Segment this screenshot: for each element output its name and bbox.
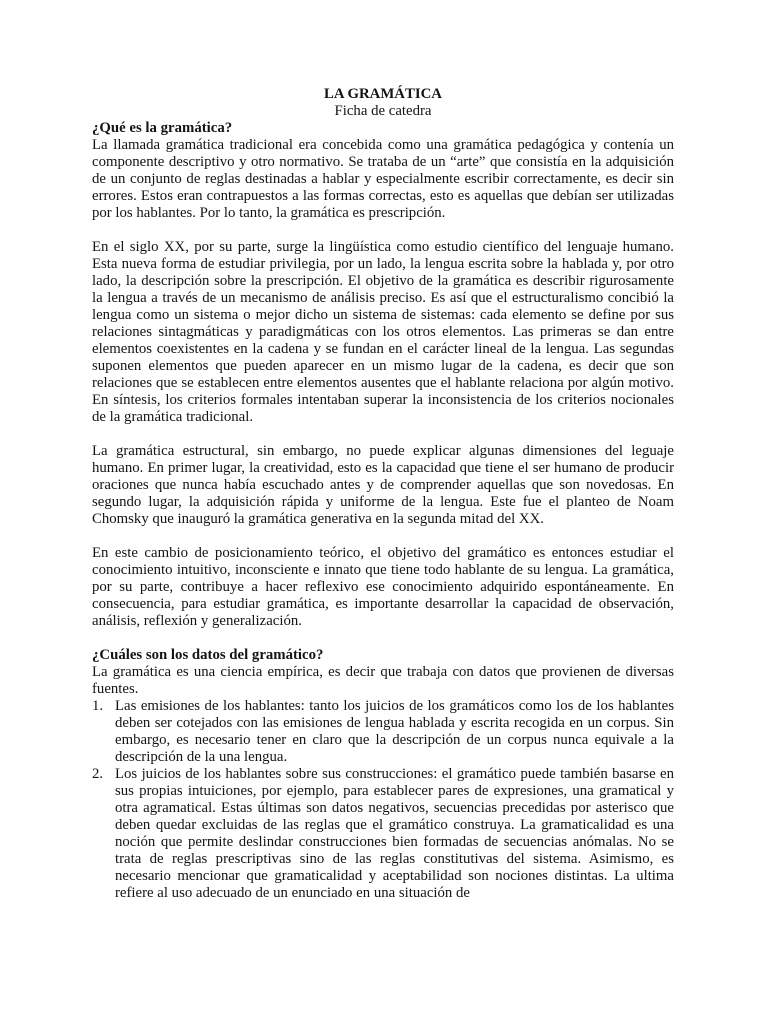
section-heading-datos: ¿Cuáles son los datos del gramático? [92, 647, 324, 663]
paragraph-gap [92, 528, 674, 545]
paragraph-gap [92, 426, 674, 443]
paragraph-gap [92, 222, 674, 239]
list-item [92, 766, 674, 902]
list-item [92, 698, 674, 766]
list-item-text: Las emisiones de los hablantes: tanto los juicios de los gramáticos como los de los hablantes deben ser cotejados con las emisiones de lengua hablada y escrita recogida en un corpus. Sin embargo, es necesario tener en claro que la descripción de un corpus nunca equivale a la descripción de la una lengua. [115, 698, 674, 765]
section-heading-que-es: ¿Qué es la gramática? [92, 120, 233, 136]
document-page [92, 86, 674, 902]
paragraph-gap [92, 630, 674, 647]
paragraph: La gramática estructural, sin embargo, no puede explicar algunas dimensiones del leguaje humano. En primer lugar, la creatividad, esto es la capacidad que tiene el ser humano de producir oraciones que nunca había escuchado antes y de comprender aquellas que son novedosas. En segundo lugar, la adquisición rápida y uniforme de la lengua. Este fue el planteo de Noam Chomsky que inauguró la gramática generativa en la segunda mitad del XX. [92, 443, 674, 527]
paragraph: En este cambio de posicionamiento teórico, el objetivo del gramático es entonces estudiar el conocimiento intuitivo, inconsciente e innato que tiene todo hablante de su lengua. La gramática, por su parte, contribuye a hacer reflexivo ese conocimiento adquirido espontáneamente. En consecuencia, para estudiar gramática, es importante desarrollar la capacidad de observación, análisis, reflexión y generalización. [92, 545, 674, 629]
list-number: 2. [92, 766, 104, 782]
paragraph: En el siglo XX, por su parte, surge la lingüística como estudio científico del lenguaje humano. Esta nueva forma de estudiar privilegia, por un lado, la lengua escrita sobre la hablada y, por otro lado, la descripción sobre la prescripción. El objetivo de la gramática es describir rigurosamente la lengua a través de un mecanismo de análisis preciso. Es así que el estructuralismo concibió la lengua como un sistema o mejor dicho un sistema de sistemas: cada elemento se define por sus relaciones sintagmáticas y paradigmáticas con los otros elementos. Las primeras se dan entre elementos coexistentes en la cadena y se fundan en el carácter lineal de la lengua. Las segundas suponen elementos que pueden aparecer en un mismo lugar de la cadena, es decir que son relaciones que se establecen entre elementos ausentes que el hablante relaciona por algún motivo. En síntesis, los criterios formales intentaban superar la inconsistencia de los criterios nocionales de la gramática tradicional. [92, 239, 674, 425]
paragraph: La gramática es una ciencia empírica, es decir que trabaja con datos que provienen de diversas fuentes. [92, 664, 674, 697]
paragraph: La llamada gramática tradicional era concebida como una gramática pedagógica y contenía un componente descriptivo y otro normativo. Se trataba de un “arte” que consistía en la adquisición de un conjunto de reglas destinadas a hablar y especialmente escribir correctamente, es decir sin errores. Estos eran contrapuestos a las formas correctas, esto es aquellas que debían ser utilizadas por los hablantes. Por lo tanto, la gramática es prescripción. [92, 137, 674, 221]
list-number: 1. [92, 698, 104, 714]
document-title: LA GRAMÁTICA [324, 86, 442, 102]
list-item-text: Los juicios de los hablantes sobre sus construcciones: el gramático puede también basarse en sus propias intuiciones, por ejemplo, para establecer pares de expresiones, una gramatical y otra agramatical. Estas últimas son datos negativos, secuencias precedidas por asterisco que deben quedar excluidas de las reglas que el gramático construya. La gramaticalidad es una noción que permite deslindar construcciones bien formadas de secuencias anómalas. No se trata de reglas prescriptivas sino de las reglas constitutivas del sistema. Asimismo, es necesario mencionar que gramaticalidad y aceptabilidad son nociones distintas. La ultima refiere al uso adecuado de un enunciado en una situación de [115, 766, 674, 901]
numbered-list [92, 698, 674, 902]
document-subtitle: Ficha de catedra [334, 103, 432, 119]
